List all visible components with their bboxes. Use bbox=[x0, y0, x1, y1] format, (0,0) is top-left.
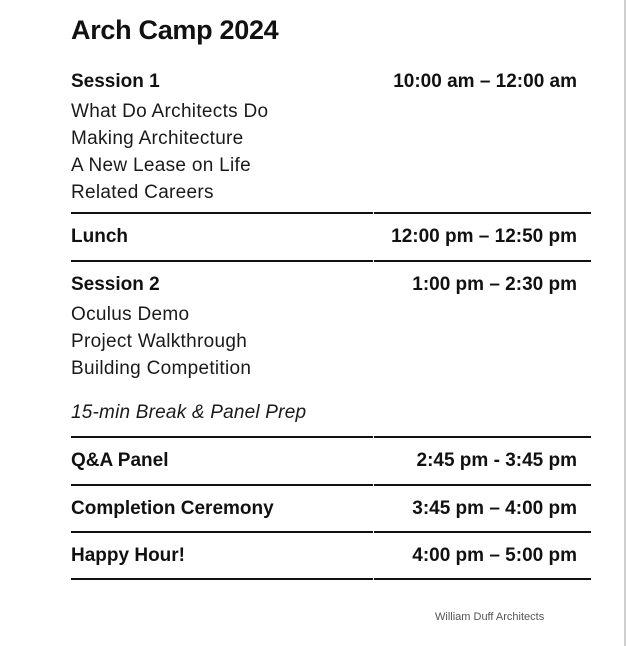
section-name: Lunch bbox=[71, 226, 128, 247]
section-header bbox=[71, 545, 591, 571]
section-time: 1:00 pm – 2:30 pm bbox=[412, 274, 577, 295]
section-time: 3:45 pm – 4:00 pm bbox=[412, 498, 577, 519]
divider bbox=[71, 260, 591, 262]
section-time: 10:00 am – 12:00 am bbox=[393, 71, 577, 92]
session-topic: Making Architecture bbox=[71, 128, 244, 149]
session-topics bbox=[71, 301, 591, 382]
divider bbox=[71, 578, 591, 580]
session-topic: Oculus Demo bbox=[71, 304, 190, 325]
section-header bbox=[71, 450, 591, 476]
section-name: Q&A Panel bbox=[71, 450, 169, 471]
section-time: 12:00 pm – 12:50 pm bbox=[391, 226, 577, 247]
divider bbox=[71, 212, 591, 214]
session-topic: What Do Architects Do bbox=[71, 101, 269, 122]
schedule-section-lunch bbox=[71, 226, 591, 252]
section-name: Session 1 bbox=[71, 71, 160, 92]
schedule-section-session-1 bbox=[71, 71, 591, 206]
footer-credit: William Duff Architects bbox=[435, 611, 545, 623]
divider bbox=[71, 531, 591, 533]
section-header bbox=[71, 226, 591, 252]
break-note: 15-min Break & Panel Prep bbox=[71, 402, 307, 423]
session-topic: Related Careers bbox=[71, 182, 214, 203]
section-name: Happy Hour! bbox=[71, 545, 185, 566]
section-time: 2:45 pm - 3:45 pm bbox=[416, 450, 577, 471]
schedule-section-session-2 bbox=[71, 274, 591, 424]
schedule-section-qa-panel bbox=[71, 450, 591, 476]
section-header bbox=[71, 71, 591, 97]
section-header bbox=[71, 274, 591, 300]
divider bbox=[71, 484, 591, 486]
schedule-section-happy-hour bbox=[71, 545, 591, 571]
divider bbox=[71, 436, 591, 438]
session-topic: Project Walkthrough bbox=[71, 331, 248, 352]
session-topic: Building Competition bbox=[71, 358, 252, 379]
page-title: Arch Camp 2024 bbox=[71, 15, 279, 45]
section-name: Session 2 bbox=[71, 274, 160, 295]
section-time: 4:00 pm – 5:00 pm bbox=[412, 545, 577, 566]
session-topics bbox=[71, 98, 591, 206]
schedule-section-completion-ceremony bbox=[71, 498, 591, 524]
section-header bbox=[71, 498, 591, 524]
section-name: Completion Ceremony bbox=[71, 498, 274, 519]
session-topic: A New Lease on Life bbox=[71, 155, 251, 176]
